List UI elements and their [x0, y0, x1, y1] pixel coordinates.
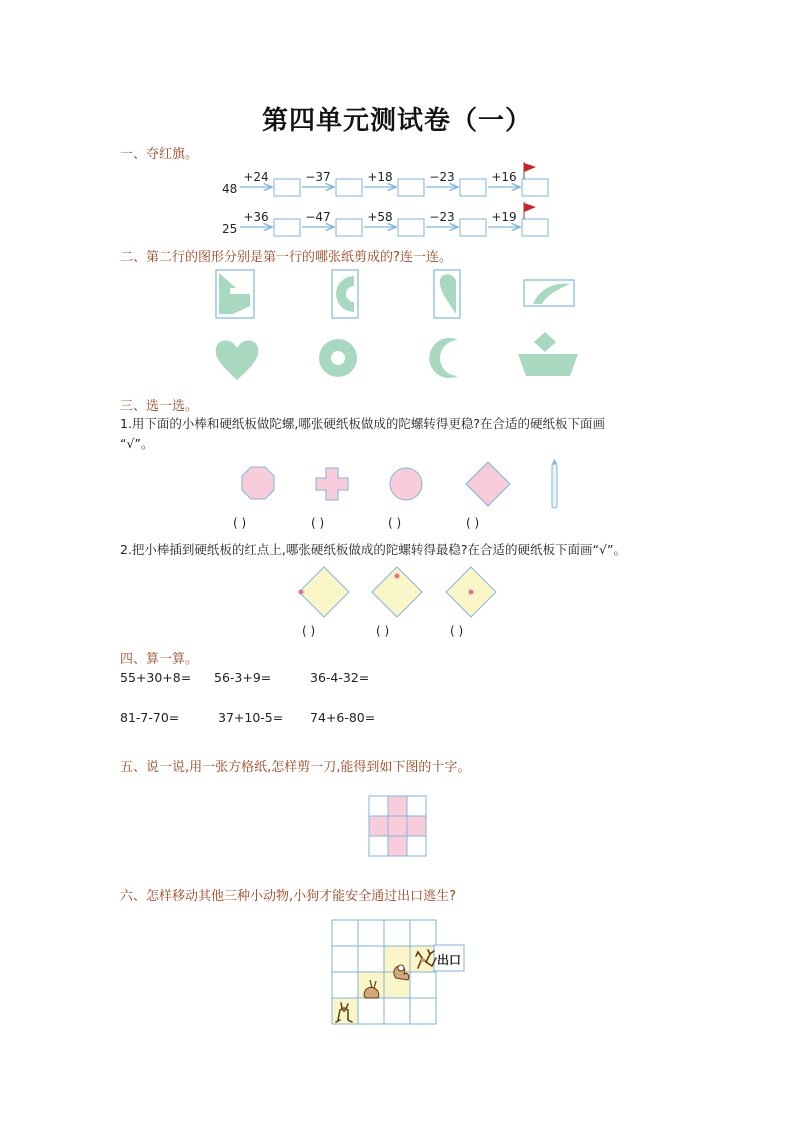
cut-paper-shapes [200, 262, 600, 387]
calc-6: 74+6-80= [310, 710, 376, 725]
maze-cell [410, 998, 436, 1024]
answer-blank-3-1-2[interactable]: ( ) [311, 516, 325, 530]
flag-chains [0, 160, 794, 240]
animal-maze [330, 918, 470, 1028]
grid-cell [407, 796, 426, 816]
answer-box[interactable] [398, 179, 424, 196]
section-5-heading: 五、说一说,用一张方格纸,怎样剪一刀,能得到如下图的十字。 [120, 760, 471, 775]
chain-operation: +16 [491, 170, 517, 184]
section-6-heading: 六、怎样移动其他三种小动物,小狗才能安全通过出口逃生? [120, 889, 457, 904]
answer-box[interactable] [274, 219, 300, 236]
spinner-boards-1 [220, 458, 580, 514]
question-3-2-text: 2.把小棒插到硬纸板的红点上,哪张硬纸板做成的陀螺转得最稳?在合适的硬纸板下面画“√”。 [120, 542, 626, 557]
maze-cell [358, 998, 384, 1024]
chain-operation: −23 [429, 170, 455, 184]
boat-icon[interactable] [518, 332, 578, 376]
calc-5: 37+10-5= [218, 710, 284, 725]
question-3-1-text: 1.用下面的小棒和硬纸板做陀螺,哪张硬纸板做成的陀螺转得更稳?在合适的硬纸板下面画 [120, 416, 606, 431]
paper-1[interactable] [216, 270, 254, 318]
red-flag-icon [524, 162, 536, 179]
chain-operation: −37 [305, 170, 331, 184]
maze-cell [384, 998, 410, 1024]
spinner-boards-2 [290, 562, 510, 624]
diamond-board-2[interactable] [372, 567, 422, 617]
chain-start-number: 48 [222, 182, 238, 196]
grid-cell [388, 796, 407, 816]
cross-icon[interactable] [316, 468, 348, 500]
answer-box[interactable] [460, 179, 486, 196]
answer-blank-3-2-1[interactable]: ( ) [302, 624, 316, 638]
cross-grid [368, 795, 428, 857]
chain-operation: +58 [367, 210, 393, 224]
answer-box[interactable] [522, 219, 548, 236]
answer-box[interactable] [398, 219, 424, 236]
red-dot [299, 590, 304, 595]
answer-box[interactable] [336, 179, 362, 196]
answer-box[interactable] [460, 219, 486, 236]
exit-label: 出口 [437, 953, 462, 967]
maze-cell [332, 920, 358, 946]
grid-cell [369, 796, 388, 816]
answer-box[interactable] [522, 179, 548, 196]
circle-icon[interactable] [390, 468, 422, 500]
calc-4: 81-7-70= [120, 710, 180, 725]
stick-icon[interactable] [552, 459, 557, 508]
grid-cell [369, 836, 388, 856]
section-1-heading: 一、夺红旗。 [120, 147, 199, 162]
red-flag-icon [524, 202, 536, 219]
maze-cell [358, 946, 384, 972]
answer-box[interactable] [336, 219, 362, 236]
crescent-icon[interactable] [429, 338, 458, 378]
answer-blank-3-2-3[interactable]: ( ) [450, 624, 464, 638]
paper-3[interactable] [434, 270, 460, 318]
maze-cell [384, 920, 410, 946]
flag-chain-row [222, 202, 548, 236]
maze-cell [332, 972, 358, 998]
section-3-heading: 三、选一选。 [120, 399, 199, 414]
section-4-heading: 四、算一算。 [120, 652, 199, 667]
maze-cell [332, 946, 358, 972]
maze-cell [410, 972, 436, 998]
calc-2: 56-3+9= [214, 670, 272, 685]
flag-chain-row [222, 162, 548, 196]
diamond-board-1[interactable] [299, 567, 350, 617]
chain-operation: −47 [305, 210, 331, 224]
grid-cell [369, 816, 388, 836]
paper-4[interactable] [524, 280, 574, 306]
answer-blank-3-1-3[interactable]: ( ) [388, 516, 402, 530]
chain-operation: +19 [491, 210, 517, 224]
chain-operation: +24 [243, 170, 269, 184]
heart-icon[interactable] [216, 341, 259, 381]
calc-3: 36-4-32= [310, 670, 370, 685]
grid-cell [388, 836, 407, 856]
red-dot [469, 590, 474, 595]
paper-2[interactable] [332, 270, 358, 318]
answer-blank-3-1-1[interactable]: ( ) [233, 516, 247, 530]
grid-cell [388, 816, 407, 836]
maze-cell [358, 920, 384, 946]
chain-operation: +36 [243, 210, 269, 224]
answer-box[interactable] [274, 179, 300, 196]
section-2-heading: 二、第二行的图形分别是第一行的哪张纸剪成的?连一连。 [120, 250, 452, 265]
calc-1: 55+30+8= [120, 670, 192, 685]
diamond-board-3[interactable] [446, 567, 496, 617]
ring-icon[interactable] [319, 339, 357, 377]
octagon-icon[interactable] [242, 467, 274, 499]
chain-start-number: 25 [222, 222, 238, 236]
answer-blank-3-2-2[interactable]: ( ) [376, 624, 390, 638]
grid-cell [407, 836, 426, 856]
question-3-1-text-cont: “√”。 [120, 436, 154, 451]
chain-operation: −23 [429, 210, 455, 224]
page-title: 第四单元测试卷（一） [261, 106, 532, 136]
red-dot [395, 574, 400, 579]
answer-blank-3-1-4[interactable]: ( ) [466, 516, 480, 530]
chain-operation: +18 [367, 170, 393, 184]
diamond-icon[interactable] [466, 462, 510, 506]
grid-cell [407, 816, 426, 836]
maze-cell [410, 920, 436, 946]
